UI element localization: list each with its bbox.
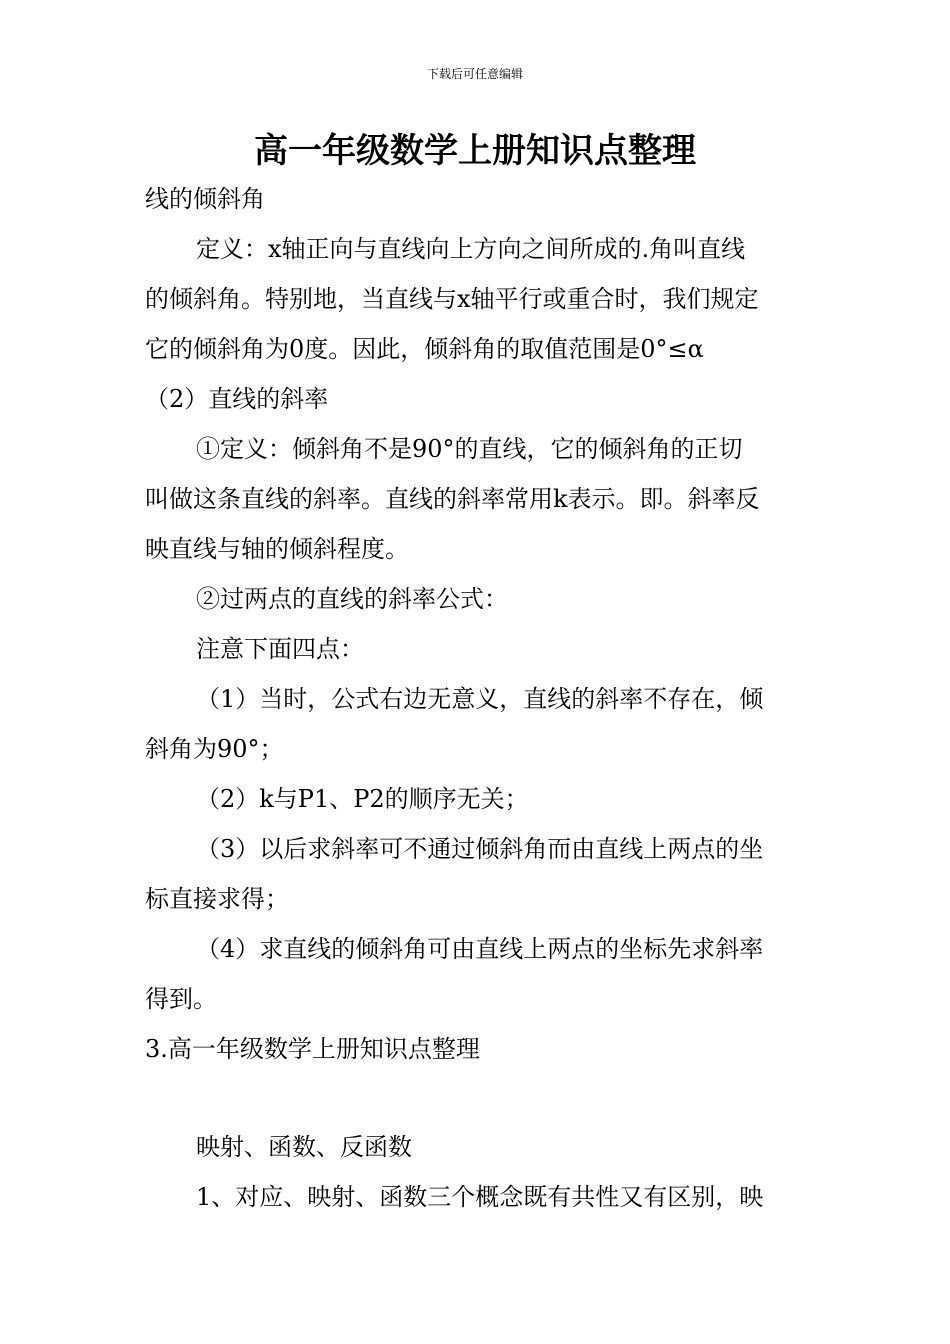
text-line: 的倾斜角。特别地，当直线与x轴平行或重合时，我们规定 — [145, 285, 759, 313]
text-line: 线的倾斜角 — [145, 185, 265, 213]
text-line: （3）以后求斜率可不通过倾斜角而由直线上两点的坐 — [196, 835, 764, 863]
text-line: （2）直线的斜率 — [145, 385, 329, 413]
header-note: 下载后可任意编辑 — [426, 67, 523, 81]
text-line: （2）k与P1、P2的顺序无关； — [196, 785, 529, 813]
text-line: ②过两点的直线的斜率公式： — [196, 585, 508, 613]
text-line: （4）求直线的倾斜角可由直线上两点的坐标先求斜率 — [196, 935, 764, 963]
text-line: 斜角为90°； — [145, 735, 284, 763]
text-line: 映直线与轴的倾斜程度。 — [145, 535, 409, 563]
text-line: 标直接求得； — [145, 885, 289, 913]
text-line: （1）当时，公式右边无意义，直线的斜率不存在，倾 — [196, 685, 764, 713]
text-line: 定义：x轴正向与直线向上方向之间所成的.角叫直线 — [196, 235, 746, 263]
document-title: 高一年级数学上册知识点整理 — [254, 131, 696, 171]
text-line: 它的倾斜角为0度。因此，倾斜角的取值范围是0°≤α — [145, 335, 704, 363]
text-line: 3.高一年级数学上册知识点整理 — [145, 1035, 480, 1063]
text-line: 注意下面四点： — [196, 635, 364, 663]
text-line: 得到。 — [145, 985, 217, 1013]
text-line: 1、对应、映射、函数三个概念既有共性又有区别，映 — [196, 1183, 764, 1211]
text-line: ①定义：倾斜角不是90°的直线，它的倾斜角的正切 — [196, 435, 743, 463]
text-line: 映射、函数、反函数 — [196, 1133, 412, 1161]
text-line: 叫做这条直线的斜率。直线的斜率常用k表示。即。斜率反 — [145, 485, 760, 513]
